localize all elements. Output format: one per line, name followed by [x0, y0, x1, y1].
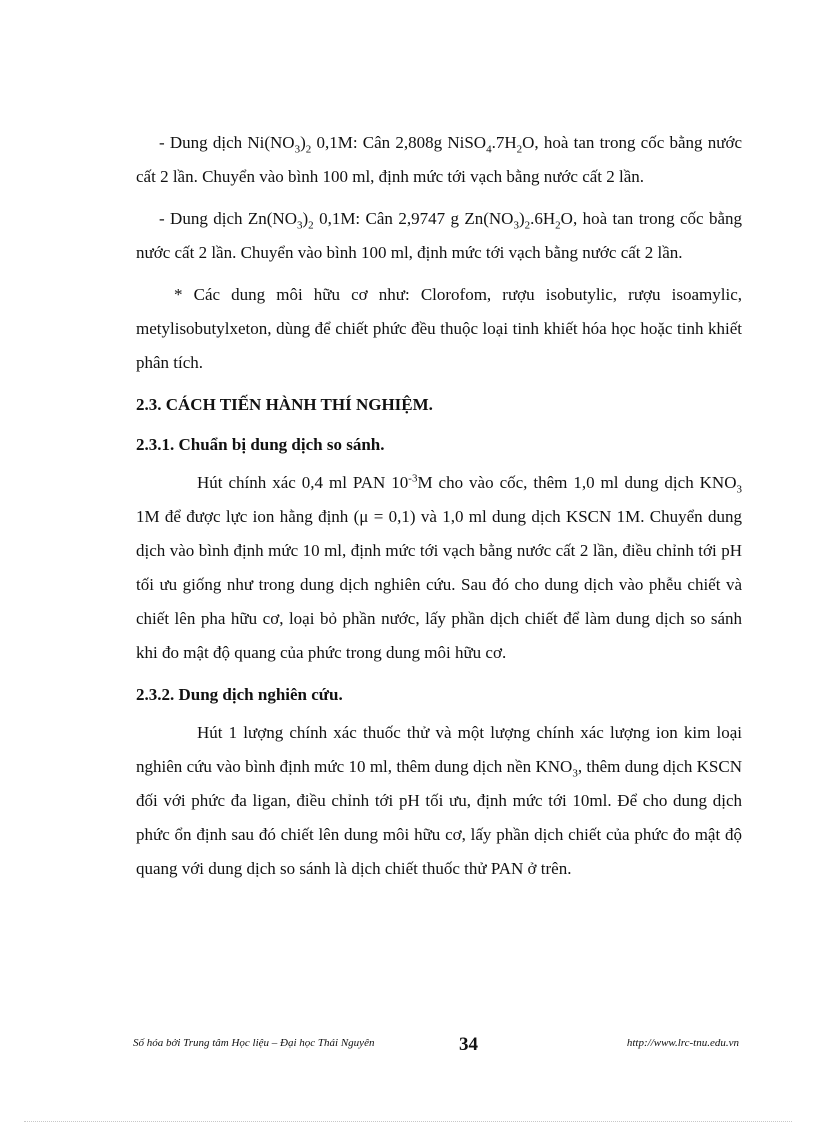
page-body	[136, 126, 742, 894]
paragraph-zn-solution: - Dung dịch $Zn(NO_3)_2$ 0,1M: Cân 2,9747 g $Zn(NO_3)_2.6H_2O$, hoà tan trong cốc bằng nước cất 2 lần. Chuyển vào bình 100 ml, định mức tới vạch bằng nước cất 2 lần.	[136, 209, 742, 262]
heading-section-2-3-1: 2.3.1. Chuẩn bị dung dịch so sánh.	[136, 435, 385, 454]
bottom-dotted-divider	[24, 1121, 792, 1122]
page-number: 34	[459, 1034, 478, 1055]
paragraph-ni-solution: - Dung dịch $Ni(NO_3)_2$ 0,1M: Cân 2,808g $NiSO_4.7H_2O$, hoà tan trong cốc bằng nước cất 2 lần. Chuyển vào bình 100 ml, định mức tới vạch bằng nước cất 2 lần.	[136, 133, 742, 186]
paragraph-solvents: * Các dung môi hữu cơ như: Clorofom, rượu isobutylic, rượu isoamylic, metylisobutylxeton, dùng để chiết phức đều thuộc loại tinh khiết hóa học hoặc tinh khiết phân tích.	[136, 285, 742, 372]
footer-source-text: Số hóa bởi Trung tâm Học liệu – Đại học Thái Nguyên	[133, 1037, 375, 1049]
paragraph-research-solution: Hút 1 lượng chính xác thuốc thử và một lượng chính xác lượng ion kim loại nghiên cứu vào bình định mức 10 ml, thêm dung dịch nền $KNO_3$, thêm dung dịch KSCN đối với phức đa ligan, điều chỉnh tới pH tối ưu, định mức tới 10ml. Để cho dung dịch phức ổn định sau đó chiết lên dung môi hữu cơ, lấy phần dịch chiết của phức đo mật độ quang với dung dịch so sánh là dịch chiết thuốc thử PAN ở trên.	[136, 723, 742, 878]
paragraph-reference-solution: Hút chính xác 0,4 ml PAN $10^{-3}M$ cho vào cốc, thêm 1,0 ml dung dịch $KNO_3$ 1M để được lực ion hằng định (μ = 0,1) và 1,0 ml dung dịch KSCN 1M. Chuyển dung dịch vào bình định mức 10 ml, định mức tới vạch bằng nước cất 2 lần, điều chỉnh tới pH tối ưu giống như trong dung dịch nghiên cứu. Sau đó cho dung dịch vào phễu chiết và chiết lên pha hữu cơ, loại bỏ phần nước, lấy phần dịch chiết để làm dung dịch so sánh khi đo mật độ quang của phức trong dung môi hữu cơ.	[136, 472, 742, 662]
footer-url: http://www.lrc-tnu.edu.vn	[626, 1037, 739, 1049]
heading-section-2-3: 2.3. CÁCH TIẾN HÀNH THÍ NGHIỆM.	[136, 395, 433, 414]
page-footer	[133, 1034, 739, 1060]
heading-section-2-3-2: 2.3.2. Dung dịch nghiên cứu.	[136, 685, 343, 704]
